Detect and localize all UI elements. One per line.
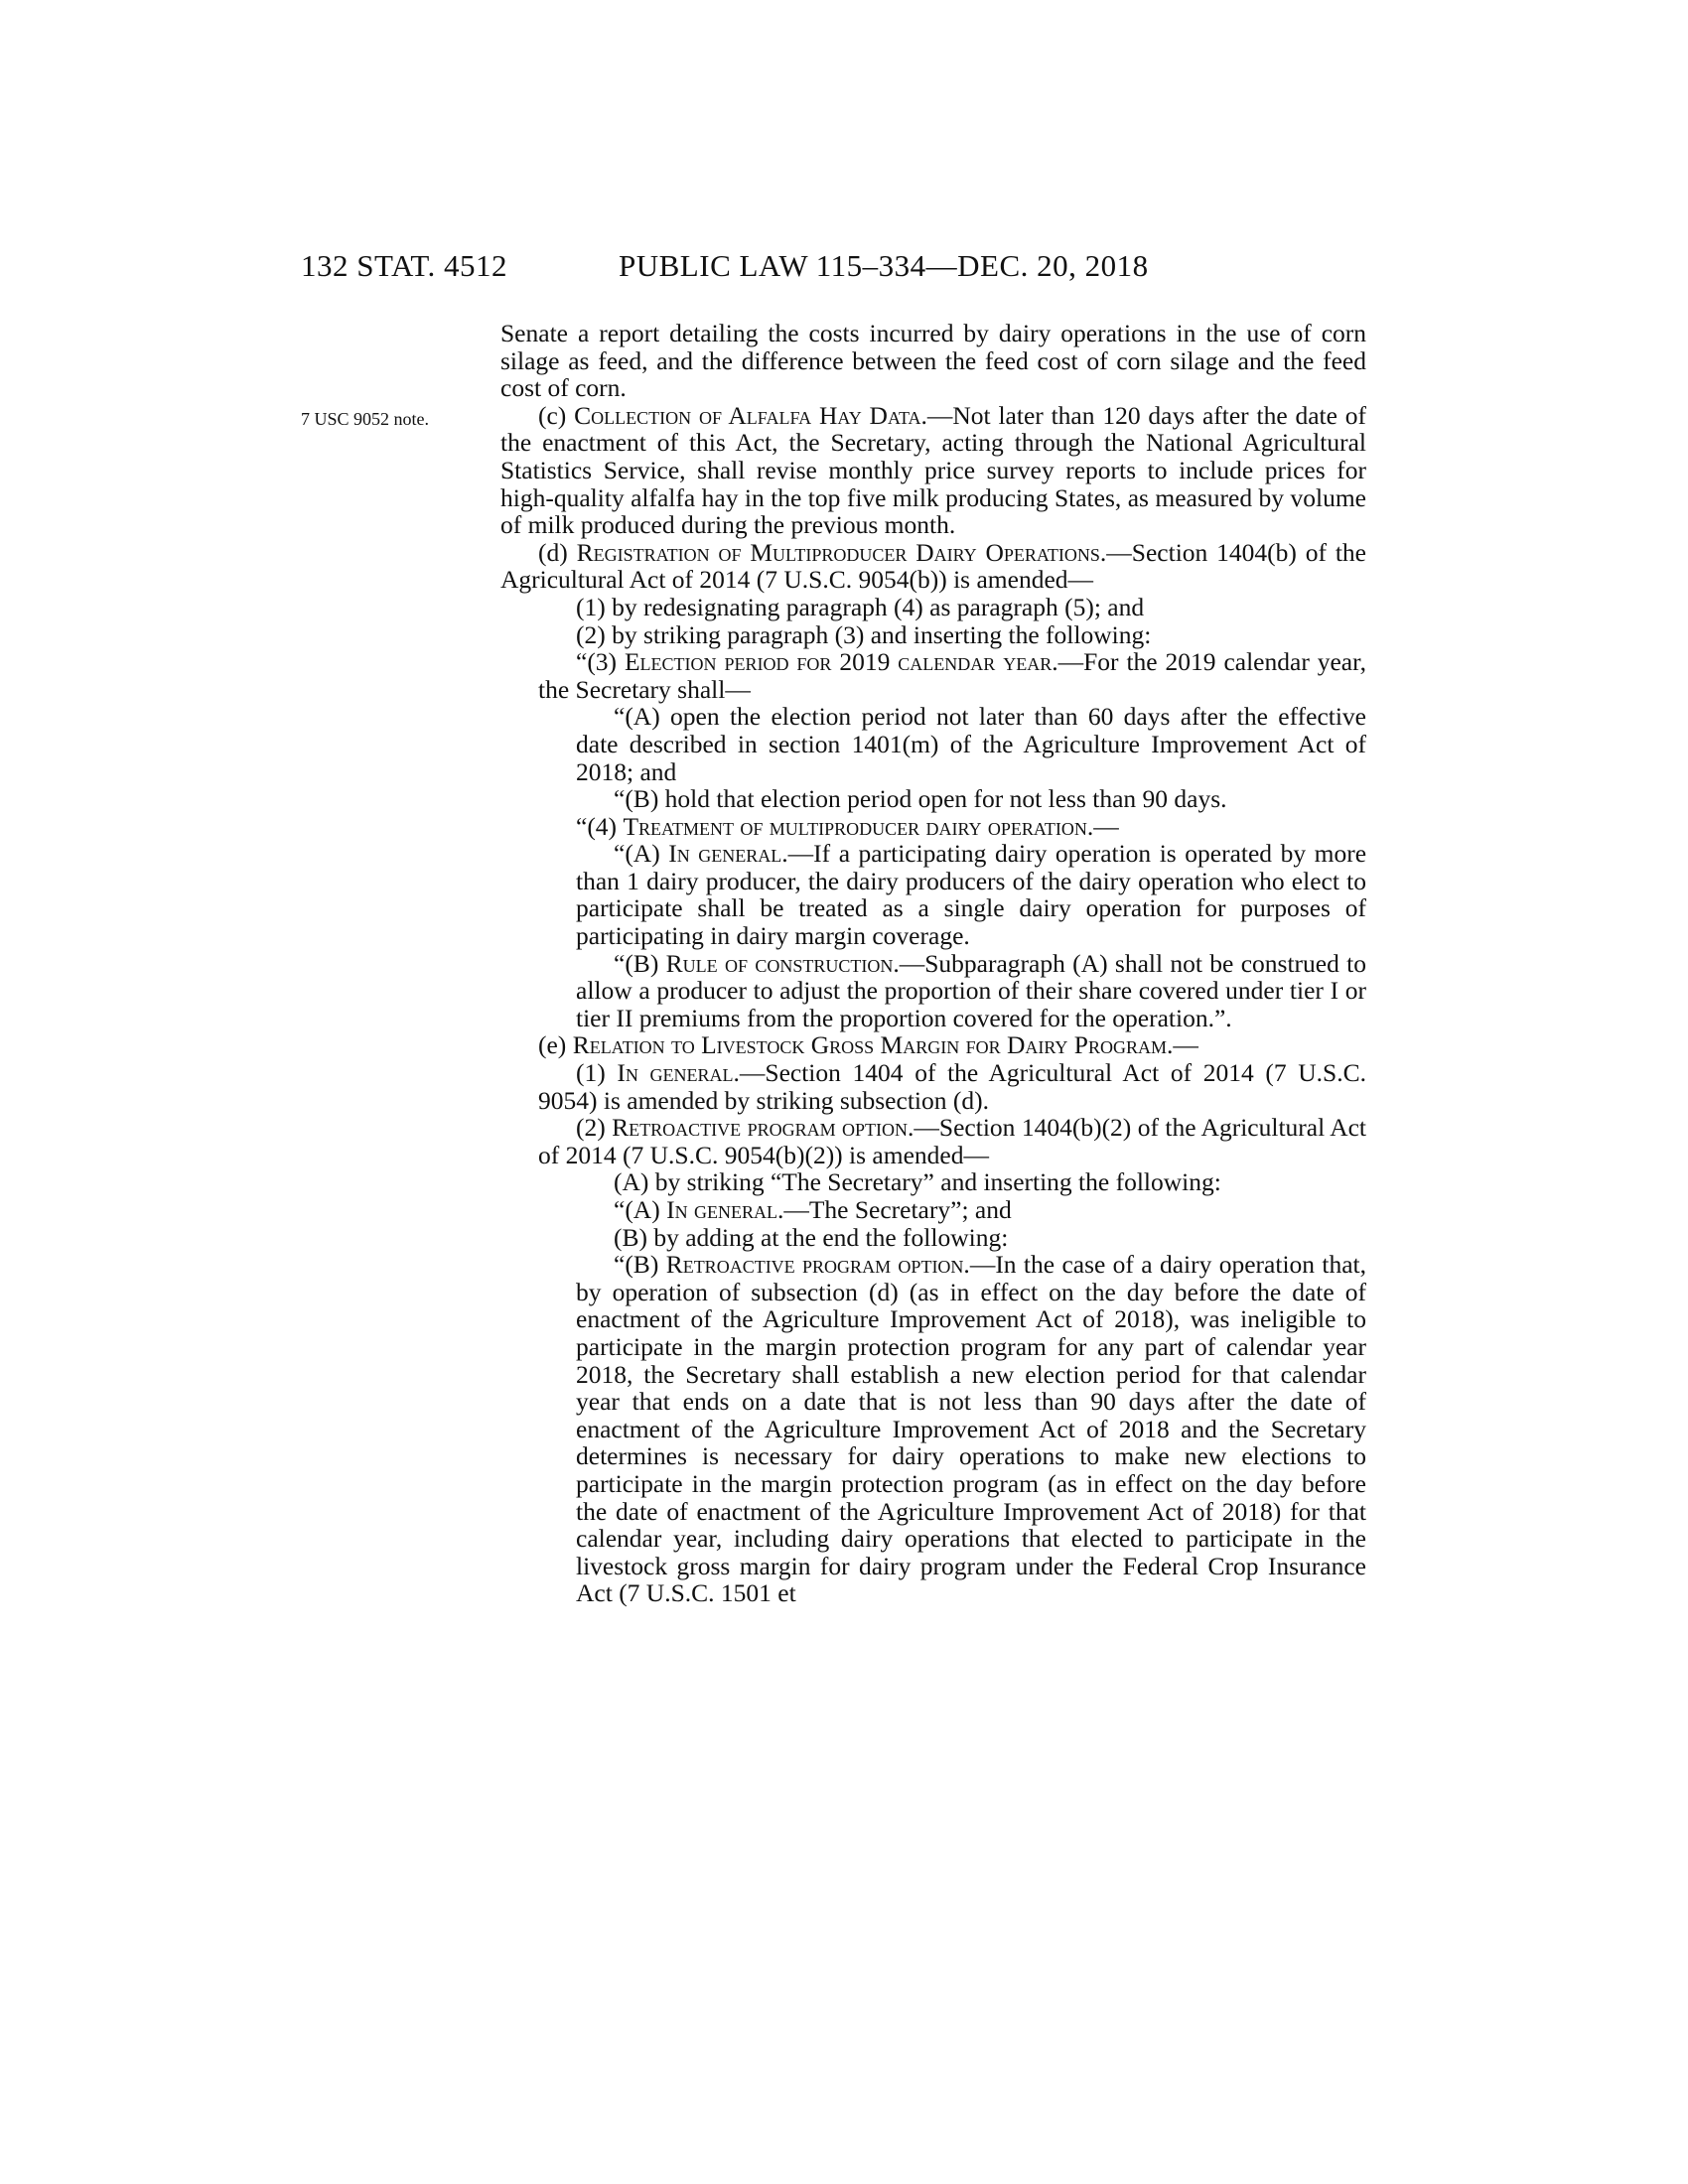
paragraph-d-2: (2) by striking paragraph (3) and inserting the following:	[576, 619, 1152, 649]
inserted-subparagraph-4-a: “(A) In general.—If a participating dairy operation is operated by more than 1 dairy producer, the dairy producers of the dairy operation who elect to participate shall be treated as a single dairy operation for purposes of participating in dairy margin coverage.	[576, 839, 1367, 951]
subsection-heading: Relation to Livestock Gross Margin for Dairy Program.	[572, 1030, 1174, 1060]
subparagraph-e-2-a: (A) by striking “The Secretary” and inserting the following:	[614, 1167, 1221, 1197]
subparagraph-heading: Retroactive program option.	[665, 1250, 970, 1280]
paragraph-heading: In general.	[617, 1058, 740, 1088]
subsection-heading: Registration of Multiproducer Dairy Operations.	[576, 537, 1107, 567]
statute-page-reference: 132 STAT. 4512	[301, 248, 508, 283]
paragraph-heading: Election period for 2019 calendar year.	[624, 647, 1058, 677]
inserted-subparagraph-4-b: “(B) Rule of construction.—Subparagraph (A) shall not be construed to allow a producer to adjust the proportion of their share covered under tier I or tier II premiums from the proportion covered for the operation.”.	[576, 948, 1367, 1032]
inserted-subparagraph-3-b: “(B) hold that election period open for not less than 90 days.	[614, 784, 1227, 814]
paragraph-heading: Retroactive program option.	[612, 1113, 914, 1143]
subsection-d: (d) Registration of Multiproducer Dairy Operations.—Section 1404(b) of the Agricultural Act of 2014 (7 U.S.C. 9054(b)) is amended—	[500, 537, 1366, 595]
inserted-paragraph-4: “(4) Treatment of multiproducer dairy operation.—	[576, 811, 1119, 841]
page-header	[301, 248, 1214, 288]
subparagraph-heading: Rule of construction.	[665, 948, 900, 978]
paragraph-e-2: (2) Retroactive program option.—Section 1404(b)(2) of the Agricultural Act of 2014 (7 U.S.C. 9054(b)(2)) is amended—	[538, 1113, 1367, 1169]
subparagraph-heading: In general.	[668, 839, 788, 869]
paragraph-e-1: (1) In general.—Section 1404 of the Agricultural Act of 2014 (7 U.S.C. 9054) is amended by striking subsection (d).	[538, 1058, 1366, 1115]
inserted-subparagraph-a: “(A) In general.—The Secretary”; and	[614, 1195, 1012, 1224]
subparagraph-e-2-b: (B) by adding at the end the following:	[614, 1222, 1009, 1252]
subsection-c: (c) Collection of Alfalfa Hay Data.—Not later than 120 days after the date of the enactment of this Act, the Secretary, acting through the National Agricultural Statistics Service, shall revise monthly price survey reports to include prices for high-quality alfalfa hay in the top five milk producing States, as measured by volume of milk produced during the previous month.	[500, 400, 1366, 540]
inserted-paragraph-3: “(3) Election period for 2019 calendar year.—For the 2019 calendar year, the Secretary shall—	[538, 647, 1366, 704]
paragraph-heading: Treatment of multiproducer dairy operation.	[623, 811, 1094, 841]
inserted-subparagraph-b: “(B) Retroactive program option.—In the case of a dairy operation that, by operation of subsection (d) (as in effect on the day before the date of enactment of the Agriculture Improvement Act of 2018), was ineligible to participate in the margin protection program for any part of calendar year 2018, the Secretary shall establish a new election period for that calendar year that ends on a date that is not less than 90 days after the date of enactment of the Agriculture Improvement Act of 2018 and the Secretary determines is necessary for dairy operations to make new elections to participate in the margin protection program (as in effect on the day before the date of enactment of the Agriculture Improvement Act of 2018) for that calendar year, including dairy operations that elected to participate in the livestock gross margin for dairy program under the Federal Crop Insurance Act (7 U.S.C. 1501 et	[576, 1250, 1367, 1608]
subparagraph-heading: In general.	[666, 1195, 784, 1224]
subsection-heading: Collection of Alfalfa Hay Data.	[574, 400, 927, 430]
public-law-title: PUBLIC LAW 115–334—DEC. 20, 2018	[619, 248, 1149, 283]
paragraph-continuation: Senate a report detailing the costs incurred by dairy operations in the use of corn silage as feed, and the difference between the feed cost of corn silage and the feed cost of corn.	[500, 319, 1366, 403]
paragraph-d-1: (1) by redesignating paragraph (4) as paragraph (5); and	[576, 592, 1145, 621]
inserted-subparagraph-3-a: “(A) open the election period not later than 60 days after the effective date described in section 1401(m) of the Agriculture Improvement Act of 2018; and	[576, 702, 1366, 786]
document-body	[500, 320, 1366, 1607]
margin-citation-note: 7 USC 9052 note.	[301, 409, 430, 429]
subsection-e: (e) Relation to Livestock Gross Margin for Dairy Program.—	[538, 1030, 1198, 1060]
